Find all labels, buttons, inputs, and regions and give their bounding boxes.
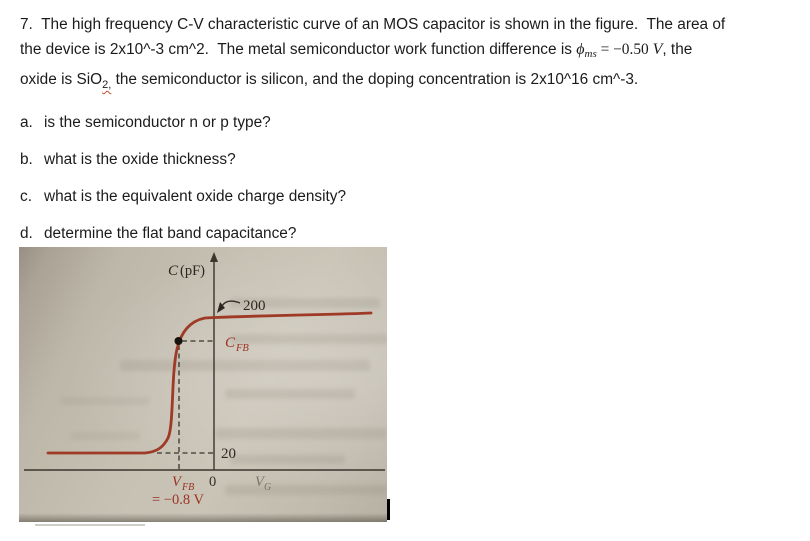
vg-axis-label: V [255, 474, 264, 490]
question-c [20, 184, 800, 209]
cv-curve-line [48, 313, 371, 453]
question-b [20, 147, 800, 172]
flat-band-point-marker [175, 337, 183, 345]
vfb-value: = −0.8 V [152, 492, 204, 508]
problem-line-3 [20, 67, 800, 98]
problem-line-2-pre: the device is 2x10^-3 cm^2. The metal semiconductor work function difference is [20, 41, 577, 58]
volt-symbol: V [652, 41, 663, 58]
problem-line-3-pre: oxide is SiO [20, 71, 103, 88]
cfb-label-subscript: FB [236, 343, 249, 354]
vfb-label: V [172, 474, 181, 490]
label-200-arrow [222, 301, 240, 306]
vg-axis-label-subscript: G [264, 482, 272, 493]
cv-curve-plot [19, 247, 387, 522]
problem-line-3-post: the semiconductor is silicon, and the doping concentration is 2x10^16 cm^-3. [111, 71, 639, 88]
problem-line-1 [20, 12, 800, 37]
y-axis-label-unit: (pF) [180, 263, 205, 279]
origin-label: 0 [209, 474, 217, 490]
question-d [20, 221, 800, 246]
cfb-label: C [225, 335, 236, 351]
phi-ms-symbol: ϕ [576, 41, 585, 58]
problem-line-2 [20, 37, 800, 67]
problem-line-1-text: 7. The high frequency C-V characteristic curve of an MOS capacitor is shown in the figure. The area of [20, 16, 726, 33]
question-a-label: a. [20, 114, 33, 131]
equation-mid: = −0.50 [596, 41, 653, 58]
lower-plateau-value: 20 [221, 446, 236, 462]
photo-edge-shadow [35, 524, 145, 526]
question-a [20, 110, 800, 135]
question-a-text: is the semiconductor n or p type? [44, 114, 271, 131]
sio2-subscript-spellcheck: 2, [102, 79, 112, 91]
problem-line-2-post: , the [662, 41, 693, 58]
vfb-label-subscript: FB [182, 482, 195, 493]
question-c-label: c. [20, 188, 32, 205]
question-b-label: b. [20, 151, 33, 168]
question-c-text: what is the equivalent oxide charge density? [44, 188, 347, 205]
y-axis-arrowhead-icon [210, 252, 218, 262]
problem-statement [20, 12, 800, 246]
question-d-label: d. [20, 225, 33, 242]
y-axis-label-c: C [168, 263, 179, 279]
upper-plateau-value: 200 [243, 298, 266, 314]
question-d-text: determine the flat band capacitance? [44, 225, 297, 242]
text-cursor-caret [387, 499, 390, 520]
question-b-text: what is the oxide thickness? [44, 151, 236, 168]
cv-curve-figure-photo[interactable] [19, 247, 387, 522]
phi-ms-subscript: ms [584, 48, 597, 60]
